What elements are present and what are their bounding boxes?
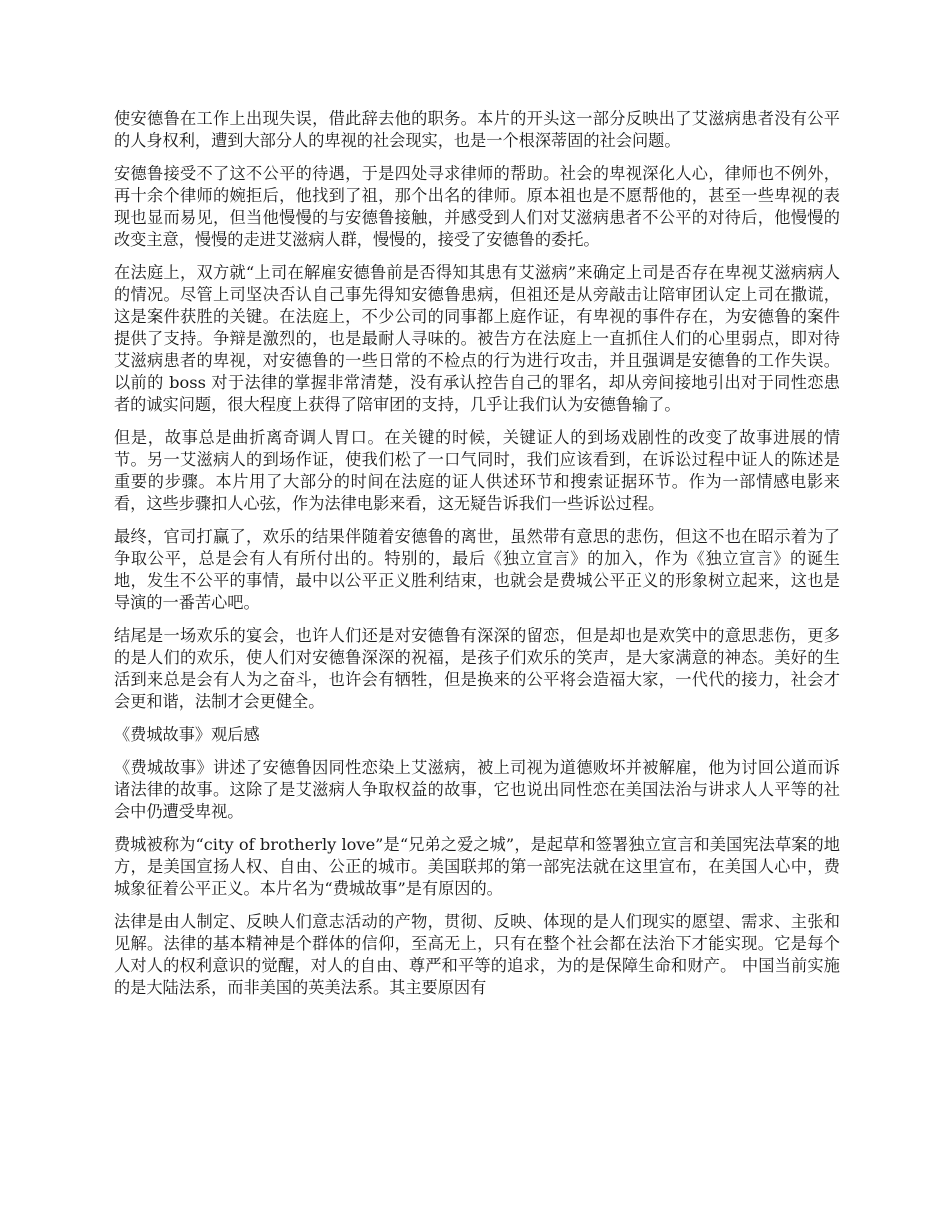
section-heading: 《费城故事》观后感: [114, 725, 260, 744]
document-body: [114, 108, 840, 1010]
paragraph: 结尾是一场欢乐的宴会，也许人们还是对安德鲁有深深的留恋，但是却也是欢笑中的意思悲伤，更多的是人们的欢乐，使人们对安德鲁深深的祝福，是孩子们欢乐的笑声，是大家满意的神态。美好的生活到来总是会有人为之奋斗，也许会有牺牲，但是换来的公平将会造福大家，一代代的接力，社会才会更和谐，法制才会更健全。: [114, 626, 840, 711]
paragraph: 使安德鲁在工作上出现失误，借此辞去他的职务。本片的开头这一部分反映出了艾滋病患者没有公平的人身权利，遭到大部分人的卑视的社会现实，也是一个根深蒂固的社会问题。: [114, 109, 840, 150]
paragraph: 安德鲁接受不了这不公平的待遇，于是四处寻求律师的帮助。社会的卑视深化人心，律师也不例外，再十余个律师的婉拒后，他找到了祖，那个出名的律师。原本祖也是不愿帮他的，甚至一些卑视的表现也显而易见，但当他慢慢的与安德鲁接触，并感受到人们对艾滋病患者不公平的对待后，他慢慢的改变主意，慢慢的走进艾滋病人群，慢慢的，接受了安德鲁的委托。: [114, 164, 840, 249]
paragraph: 在法庭上，双方就“上司在解雇安德鲁前是否得知其患有艾滋病”来确定上司是否存在卑视艾滋病病人的情况。尽管上司坚决否认自己事先得知安德鲁患病，但祖还是从旁敲击让陪审团认定上司在撒谎，这是案件获胜的关键。在法庭上，不少公司的同事都上庭作证，有卑视的事件存在，为安德鲁的案件提供了支持。争辩是激烈的，也是最耐人寻味的。被告方在法庭上一直抓住人们的心里弱点，即对待艾滋病患者的卑视，对安德鲁的一些日常的不检点的行为进行攻击，并且强调是安德鲁的工作失误。以前的 boss 对于法律的掌握非常清楚，没有承认控告自己的罪名，却从旁间接地引出对于同性恋患者的诚实问题，很大程度上获得了陪审团的支持，几乎让我们认为安德鲁输了。: [114, 263, 840, 414]
paragraph: 最终，官司打赢了，欢乐的结果伴随着安德鲁的离世，虽然带有意思的悲伤，但这不也在昭示着为了争取公平，总是会有人有所付出的。特别的，最后《独立宣言》的加入，作为《独立宣言》的诞生地，发生不公平的事情，最中以公平正义胜利结束，也就会是费城公平正义的形象树立起来，这也是导演的一番苦心吧。: [114, 527, 840, 612]
paragraph: 费城被称为“city of brotherly love”是“兄弟之爱之城”，是起草和签署独立宣言和美国宪法草案的地方，是美国宣扬人权、自由、公正的城市。美国联邦的第一部宪法就在这里宣布，在美国人心中，费城象征着公平正义。本片名为“费城故事”是有原因的。: [114, 835, 840, 898]
paragraph: 法律是由人制定、反映人们意志活动的产物，贯彻、反映、体现的是人们现实的愿望、需求、主张和见解。法律的基本精神是个群体的信仰，至高无上，只有在整个社会都在法治下才能实现。它是每个人对人的权利意识的觉醒，对人的自由、尊严和平等的追求，为的是保障生命和财产。 中国当前实施的是大陆法系，而非美国的英美法系。其主要原因有: [114, 912, 840, 997]
paragraph: 但是，故事总是曲折离奇调人胃口。在关键的时候，关键证人的到场戏剧性的改变了故事进展的情节。另一艾滋病人的到场作证，使我们松了一口气同时，我们应该看到，在诉讼过程中证人的陈述是重要的步骤。本片用了大部分的时间在法庭的证人供述环节和搜索证据环节。作为一部情感电影来看，这些步骤扣人心弦，作为法律电影来看，这无疑告诉我们一些诉讼过程。: [114, 428, 840, 513]
paragraph: 《费城故事》讲述了安德鲁因同性恋染上艾滋病，被上司视为道德败坏并被解雇，他为讨回公道而诉诸法律的故事。这除了是艾滋病人争取权益的故事，它也说出同性恋在美国法治与讲求人人平等的社会中仍遭受卑视。: [114, 758, 840, 821]
